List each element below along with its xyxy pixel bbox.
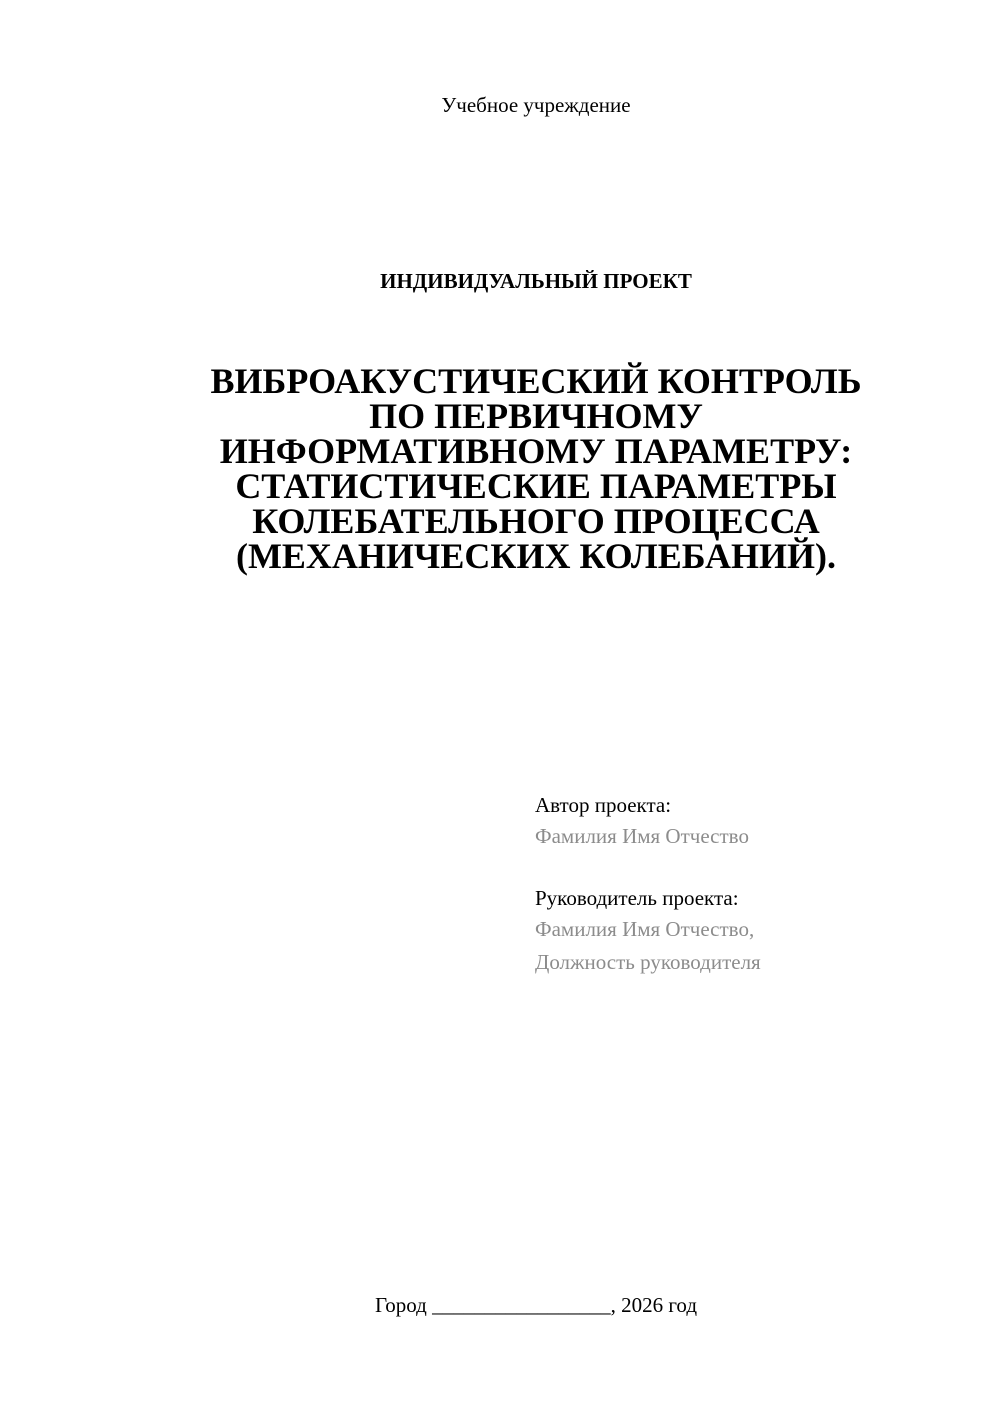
author-label: Автор проекта: — [535, 793, 672, 817]
city-year-line: Город _________________, 2026 год — [374, 1293, 698, 1317]
title-line: (МЕХАНИЧЕСКИХ КОЛЕБАНИЙ). — [235, 536, 837, 576]
supervisor-label: Руководитель проекта: — [535, 886, 739, 910]
authors-spacer — [535, 853, 975, 883]
title-line: ИНФОРМАТИВНОМУ ПАРАМЕТРУ: — [219, 431, 853, 471]
title-line: СТАТИСТИЧЕСКИЕ ПАРАМЕТРЫ — [235, 466, 837, 506]
authors-block — [535, 790, 975, 979]
document-type: ИНДИВИДУАЛЬНЫЙ ПРОЕКТ — [380, 269, 692, 293]
title-line: КОЛЕБАТЕЛЬНОГО ПРОЦЕССА — [252, 501, 820, 541]
author-name: Фамилия Имя Отчество — [535, 824, 749, 848]
supervisor-name: Фамилия Имя Отчество, — [535, 917, 755, 941]
supervisor-position: Должность руководителя — [535, 950, 761, 974]
project-title — [140, 361, 932, 576]
title-line: ПО ПЕРВИЧНОМУ — [369, 396, 703, 436]
institution-name: Учебное учреждение — [441, 93, 631, 117]
title-line: ВИБРОАКУСТИЧЕСКИЙ КОНТРОЛЬ — [210, 361, 862, 401]
